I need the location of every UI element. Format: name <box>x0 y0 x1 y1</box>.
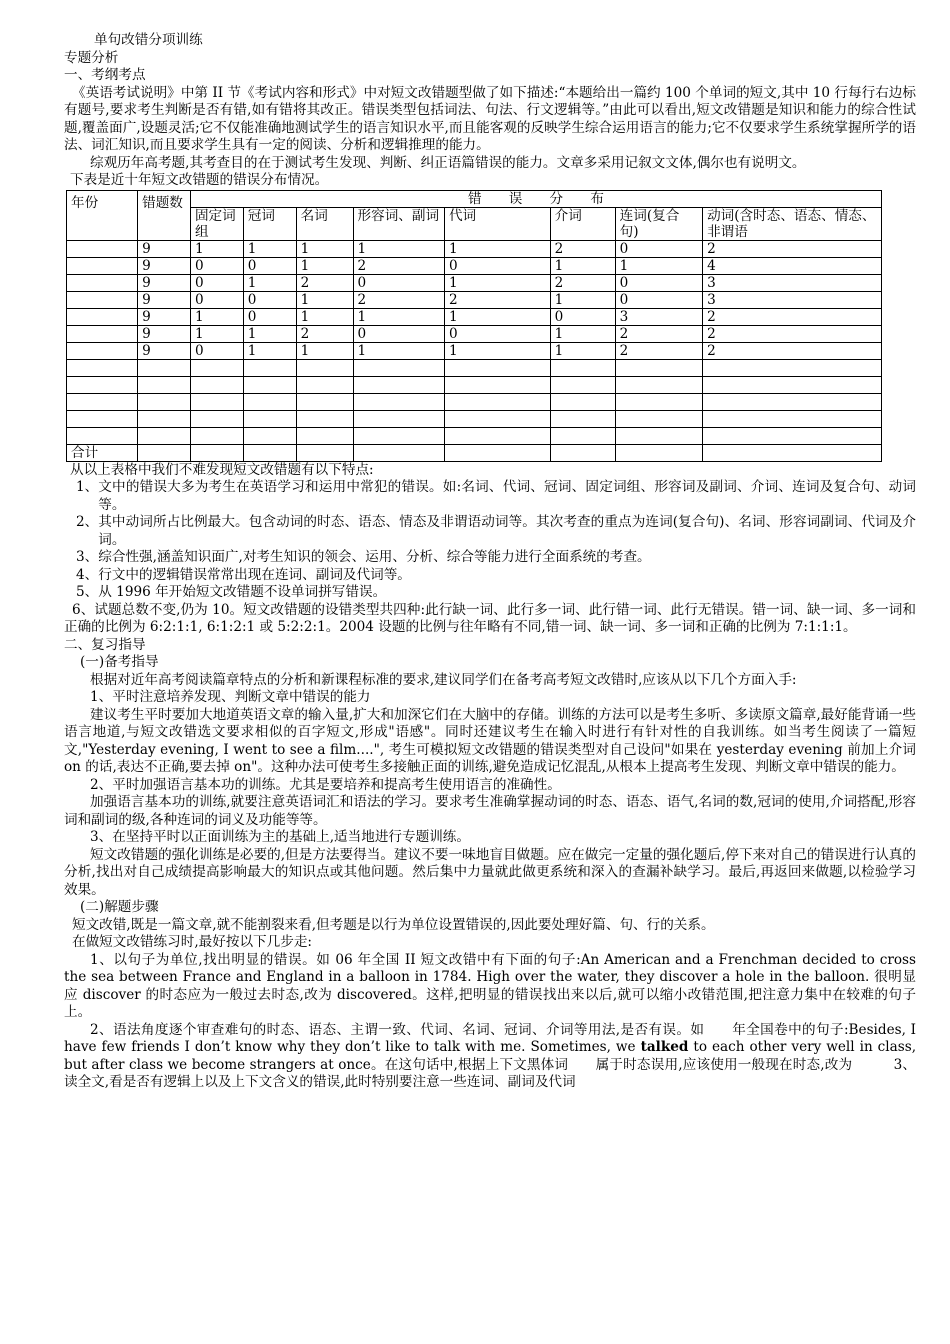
table-cell: 9 <box>138 342 191 359</box>
features-intro: 从以上表格中我们不难发现短文改错题有以下特点: <box>70 461 374 478</box>
table-cell <box>444 410 550 427</box>
point3-body: 短文改错题的强化训练是必要的,但是方法要得当。建议不要一味地盲目做题。应在做完一定量的强化题后,停下来对自己的错误进行认真的分析,找出对自己成绩提高影响最大的知识点或其他问题。然后集中力量就此做更系统和深入的查漏补缺学习。最后,再返回来做题,以检验学习效果。 <box>64 846 916 898</box>
part2-sub1-paragraph: 根据对近年高考阅读篇章特点的分析和新课程标准的要求,建议同学们在备考高考短文改错时,应该从以下几个方面入手: <box>90 671 797 688</box>
part2-sub1-heading: (一)备考指导 <box>80 654 159 670</box>
table-cell: 0 <box>190 257 243 274</box>
table-cell: 1 <box>296 257 353 274</box>
table-cell <box>138 427 191 444</box>
table-cell: 9 <box>138 291 191 308</box>
table-cell: 0 <box>550 308 615 325</box>
table-cell <box>67 359 138 376</box>
table-cell <box>138 410 191 427</box>
table-cell <box>444 376 550 393</box>
table-cell <box>703 376 882 393</box>
feature-item <box>64 479 916 514</box>
table-cell: 3 <box>615 308 702 325</box>
table-cell: 3 <box>703 291 882 308</box>
part2-sub2-heading: (二)解题步骤 <box>80 899 159 915</box>
table-cell: 9 <box>138 274 191 291</box>
table-cell: 0 <box>190 291 243 308</box>
table-cell <box>703 393 882 410</box>
feature-item <box>64 514 916 549</box>
table-cell <box>67 325 138 342</box>
table-cell <box>243 393 296 410</box>
table-cell <box>615 393 702 410</box>
table-row <box>67 240 882 257</box>
step2-bold-word: talked <box>640 1039 689 1055</box>
table-cell <box>615 410 702 427</box>
table-cell: 1 <box>296 291 353 308</box>
table-cell <box>67 308 138 325</box>
feature-item-number: 2、 <box>76 514 99 530</box>
table-cell <box>703 410 882 427</box>
table-cell <box>550 376 615 393</box>
table-cell: 2 <box>703 325 882 342</box>
table-row <box>67 342 882 359</box>
table-cell: 2 <box>615 325 702 342</box>
header-col: 固定词组 <box>190 207 243 240</box>
table-cell <box>615 359 702 376</box>
table-row <box>67 274 882 291</box>
header-col: 名词 <box>296 207 353 240</box>
table-cell <box>353 359 444 376</box>
table-cell <box>138 359 191 376</box>
table-cell: 2 <box>703 308 882 325</box>
part2-heading: 二、复习指导 <box>64 636 146 653</box>
feature-item-text: 综合性强,涵盖知识面广,对考生知识的领会、运用、分析、综合等能力进行全面系统的考查。 <box>98 549 651 565</box>
table-cell: 1 <box>444 342 550 359</box>
table-cell: 1 <box>444 274 550 291</box>
feature-item-number: 1、 <box>76 479 99 495</box>
table-cell <box>550 427 615 444</box>
table-intro: 下表是近十年短文改错题的错误分布情况。 <box>70 172 329 188</box>
part2-sub2-paragraph-2: 在做短文改错练习时,最好按以下几步走: <box>72 934 312 950</box>
table-cell <box>243 376 296 393</box>
header-col: 形容词、副词 <box>353 207 444 240</box>
table-cell <box>703 359 882 376</box>
table-cell: 1 <box>353 240 444 257</box>
table-cell: 1 <box>353 308 444 325</box>
table-cell: 1 <box>190 240 243 257</box>
table-cell <box>444 393 550 410</box>
document-page <box>64 32 916 1092</box>
table-header-row-1 <box>67 190 882 207</box>
table-cell: 0 <box>190 342 243 359</box>
point2-heading: 2、平时加强语言基本功的训练。尤其是要培养和提高考生使用语言的准确性。 <box>90 776 561 793</box>
table-cell <box>67 427 138 444</box>
table-row <box>67 308 882 325</box>
table-cell: 1 <box>243 240 296 257</box>
table-cell <box>190 393 243 410</box>
table-cell: 2 <box>353 291 444 308</box>
table-cell <box>444 427 550 444</box>
table-cell: 2 <box>703 342 882 359</box>
feature-item <box>64 584 916 602</box>
table-cell: 2 <box>444 291 550 308</box>
table-cell <box>703 427 882 444</box>
table-cell <box>296 393 353 410</box>
table-cell <box>353 410 444 427</box>
table-cell: 1 <box>296 240 353 257</box>
table-row <box>67 410 882 427</box>
table-cell <box>353 376 444 393</box>
table-cell: 2 <box>615 342 702 359</box>
point2-body: 加强语言基本功的训练,就要注意英语词汇和语法的学习。要求考生准确掌握动词的时态、语态、语气,名词的数,冠词的使用,介词搭配,形容词和副词的级,各种连词的词义及功能等等。 <box>64 794 916 828</box>
table-cell: 0 <box>444 257 550 274</box>
table-cell: 1 <box>243 274 296 291</box>
table-cell: 0 <box>243 257 296 274</box>
header-count: 错题数 <box>138 190 191 240</box>
table-cell: 1 <box>615 257 702 274</box>
header-col: 动词(含时态、语态、情态、非谓语 <box>703 207 882 240</box>
part1-heading: 一、考纲考点 <box>64 67 146 83</box>
table-cell <box>353 393 444 410</box>
table-cell: 1 <box>550 257 615 274</box>
table-cell: 0 <box>190 274 243 291</box>
table-cell: 1 <box>243 325 296 342</box>
header-col: 介词 <box>550 207 615 240</box>
table-cell: 1 <box>444 240 550 257</box>
feature-item-number: 3、 <box>76 549 99 565</box>
table-cell <box>615 427 702 444</box>
table-cell <box>444 359 550 376</box>
table-cell: 9 <box>138 325 191 342</box>
table-cell: 1 <box>296 342 353 359</box>
table-cell <box>67 376 138 393</box>
table-cell <box>190 427 243 444</box>
table-cell: 0 <box>243 291 296 308</box>
table-cell: 0 <box>615 291 702 308</box>
step2-text-a: 2、语法角度逐个审查难句的时态、语态、主谓一致、代词、名词、冠词、介词等用法,是否有误。如 年全国卷中的句子:Besides, I have few friends I don’t know why they don’t like to talk with me. Sometimes, we <box>64 1021 916 1055</box>
table-cell: 2 <box>296 325 353 342</box>
table-cell <box>67 342 138 359</box>
header-col: 冠词 <box>243 207 296 240</box>
feature-item-6: 6、试题总数不变,仍为 10。短文改错题的设错类型共四种:此行缺一词、此行多一词、此行错一词、此行无错误。错一词、缺一词、多一词和正确的比例为 6:2:1:1, 6:1:2:1 或 5:2:2:1。2004 设题的比例与往年略有不同,错一词、缺一词、多一词和正确的比例为 7:1:1:1。 <box>64 601 916 635</box>
point3-heading: 3、在坚持平时以正面训练为主的基础上,适当地进行专题训练。 <box>90 829 470 845</box>
feature-item-number: 4、 <box>76 566 99 583</box>
table-row <box>67 291 882 308</box>
table-cell: 0 <box>243 308 296 325</box>
table-cell: 2 <box>550 274 615 291</box>
table-cell: 1 <box>190 308 243 325</box>
feature-item-text: 文中的错误大多为考生在英语学习和运用中常犯的错误。如:名词、代词、冠词、固定词组、形容词及副词、介词、连词及复合句、动词等。 <box>98 479 916 513</box>
table-cell <box>296 410 353 427</box>
table-cell: 1 <box>296 308 353 325</box>
table-cell: 3 <box>703 274 882 291</box>
table-cell <box>67 393 138 410</box>
table-cell: 1 <box>353 342 444 359</box>
table-cell: 2 <box>703 240 882 257</box>
point1-heading: 1、平时注意培养发现、判断文章中错误的能力 <box>90 689 371 705</box>
table-cell <box>67 274 138 291</box>
table-cell <box>296 359 353 376</box>
table-row <box>67 393 882 410</box>
table-cell <box>243 427 296 444</box>
step2-text-b: to each other very well in class, but after class we become strangers at once。在这句话中,根据上下文黑体词 属于时态误用,应该使用一般现在时态,改为 3、读全文,看是否有逻辑上以及上下文含义的错误,此时特别要注意一些连词、副词及代词 <box>64 1039 917 1090</box>
feature-item <box>64 567 916 585</box>
document-title: 单句改错分项训练 <box>94 32 203 48</box>
header-col: 代词 <box>444 207 550 240</box>
part1-paragraph-2: 综观历年高考题,其考查目的在于测试考生发现、判断、纠正语篇错误的能力。文章多采用记叙文文体,偶尔也有说明文。 <box>90 154 806 171</box>
feature-item <box>64 549 916 567</box>
total-label: 合计 <box>67 444 138 461</box>
table-cell <box>67 240 138 257</box>
table-cell <box>190 359 243 376</box>
table-cell <box>243 359 296 376</box>
table-cell <box>296 427 353 444</box>
part2-sub2-paragraph-1: 短文改错,既是一篇文章,就不能割裂来看,但考题是以行为单位设置错误的,因此要处理好篇、句、行的关系。 <box>72 916 715 933</box>
table-cell: 2 <box>296 274 353 291</box>
table-total-row <box>67 444 882 461</box>
part1-paragraph-1: 《英语考试说明》中第 II 节《考试内容和形式》中对短文改错题型做了如下描述:“本题给出一篇约 100 个单词的短文,其中 10 行每行右边标有题号,要求考生判断是否有错,如有错将其改正。错误类型包括词法、句法、行文逻辑等。”由此可以看出,短文改错题是知识和能力的综合性试题,覆盖面广,设题灵活;它不仅能准确地测试学生的语言知识水平,而且能客观的反映学生综合运用语言的能力;它不仅要求学生系统掌握所学的语法、词汇知识,而且要求学生具有一定的阅读、分析和逻辑推理的能力。 <box>64 84 916 153</box>
table-cell <box>615 376 702 393</box>
feature-item-text: 行文中的逻辑错误常常出现在连词、副词及代词等。 <box>98 566 411 583</box>
table-cell: 9 <box>138 257 191 274</box>
table-cell <box>138 393 191 410</box>
table-cell: 9 <box>138 240 191 257</box>
table-cell <box>550 410 615 427</box>
features-list <box>64 479 916 602</box>
table-cell: 0 <box>353 325 444 342</box>
point1-body: 建议考生平时要加大地道英语文章的输入量,扩大和加深它们在大脑中的存储。训练的方法可以是考生多听、多读原文篇章,最好能背诵一些语言地道,与短文改错选文要求相似的百字短文,形成"语感"。同时还建议考生在输入时进行有针对性的自我训练。如当考生阅读了一篇短文,"Yesterday evening, I went to see a film....", 考生可模拟短文改错题的错误类型对自己设问"如果在 yesterday evening 前加上介词 on 的话,表达不正确,要去掉 on"。这种办法可使考生多接触正面的训练,避免造成记忆混乱,从根本上提高考生发现、判断文章中错误的能力。 <box>64 706 916 775</box>
table-cell: 9 <box>138 308 191 325</box>
table-cell: 1 <box>550 342 615 359</box>
table-cell: 4 <box>703 257 882 274</box>
table-cell <box>138 376 191 393</box>
table-cell: 2 <box>550 240 615 257</box>
feature-item-number: 5、 <box>76 584 99 600</box>
table-cell: 2 <box>353 257 444 274</box>
table-cell: 1 <box>444 308 550 325</box>
error-distribution-table <box>66 190 882 462</box>
table-cell <box>296 376 353 393</box>
table-cell: 1 <box>550 325 615 342</box>
table-cell: 1 <box>243 342 296 359</box>
step2-paragraph <box>64 1022 916 1092</box>
header-col: 连词(复合句) <box>615 207 702 240</box>
table-cell: 0 <box>353 274 444 291</box>
header-year: 年份 <box>67 190 138 240</box>
table-row <box>67 325 882 342</box>
table-cell <box>67 410 138 427</box>
feature-item-text: 其中动词所占比例最大。包含动词的时态、语态、情态及非谓语动词等。其次考查的重点为连词(复合句)、名词、形容词副词、代词及介词。 <box>98 514 916 548</box>
step1-paragraph: 1、以句子为单位,找出明显的错误。如 06 年全国 II 短文改错中有下面的句子:An American and a Frenchman decided to cross the sea between France and England in a balloon in 1784. High over the water, they discover a hole in the balloon. 很明显应 discover 的时态应为一般过去时态,改为 discovered。这样,把明显的错误找出来以后,就可以缩小改错范围,把注意力集中在较难的句子上。 <box>64 951 916 1020</box>
table-cell <box>353 427 444 444</box>
table-cell <box>243 410 296 427</box>
table-cell: 0 <box>615 240 702 257</box>
table-cell <box>550 359 615 376</box>
table-cell: 0 <box>615 274 702 291</box>
table-cell <box>190 376 243 393</box>
table-row <box>67 376 882 393</box>
table-cell: 1 <box>550 291 615 308</box>
feature-item-text: 从 1996 年开始短文改错题不设单词拼写错误。 <box>98 584 387 600</box>
table-cell <box>190 410 243 427</box>
table-cell <box>67 257 138 274</box>
table-row <box>67 359 882 376</box>
table-cell <box>550 393 615 410</box>
header-distribution: 错 误 分 布 <box>190 190 881 207</box>
table-cell: 0 <box>444 325 550 342</box>
table-cell <box>67 291 138 308</box>
table-row <box>67 427 882 444</box>
table-cell: 1 <box>190 325 243 342</box>
table-body <box>67 240 882 444</box>
table-row <box>67 257 882 274</box>
section-heading: 专题分析 <box>64 49 119 66</box>
